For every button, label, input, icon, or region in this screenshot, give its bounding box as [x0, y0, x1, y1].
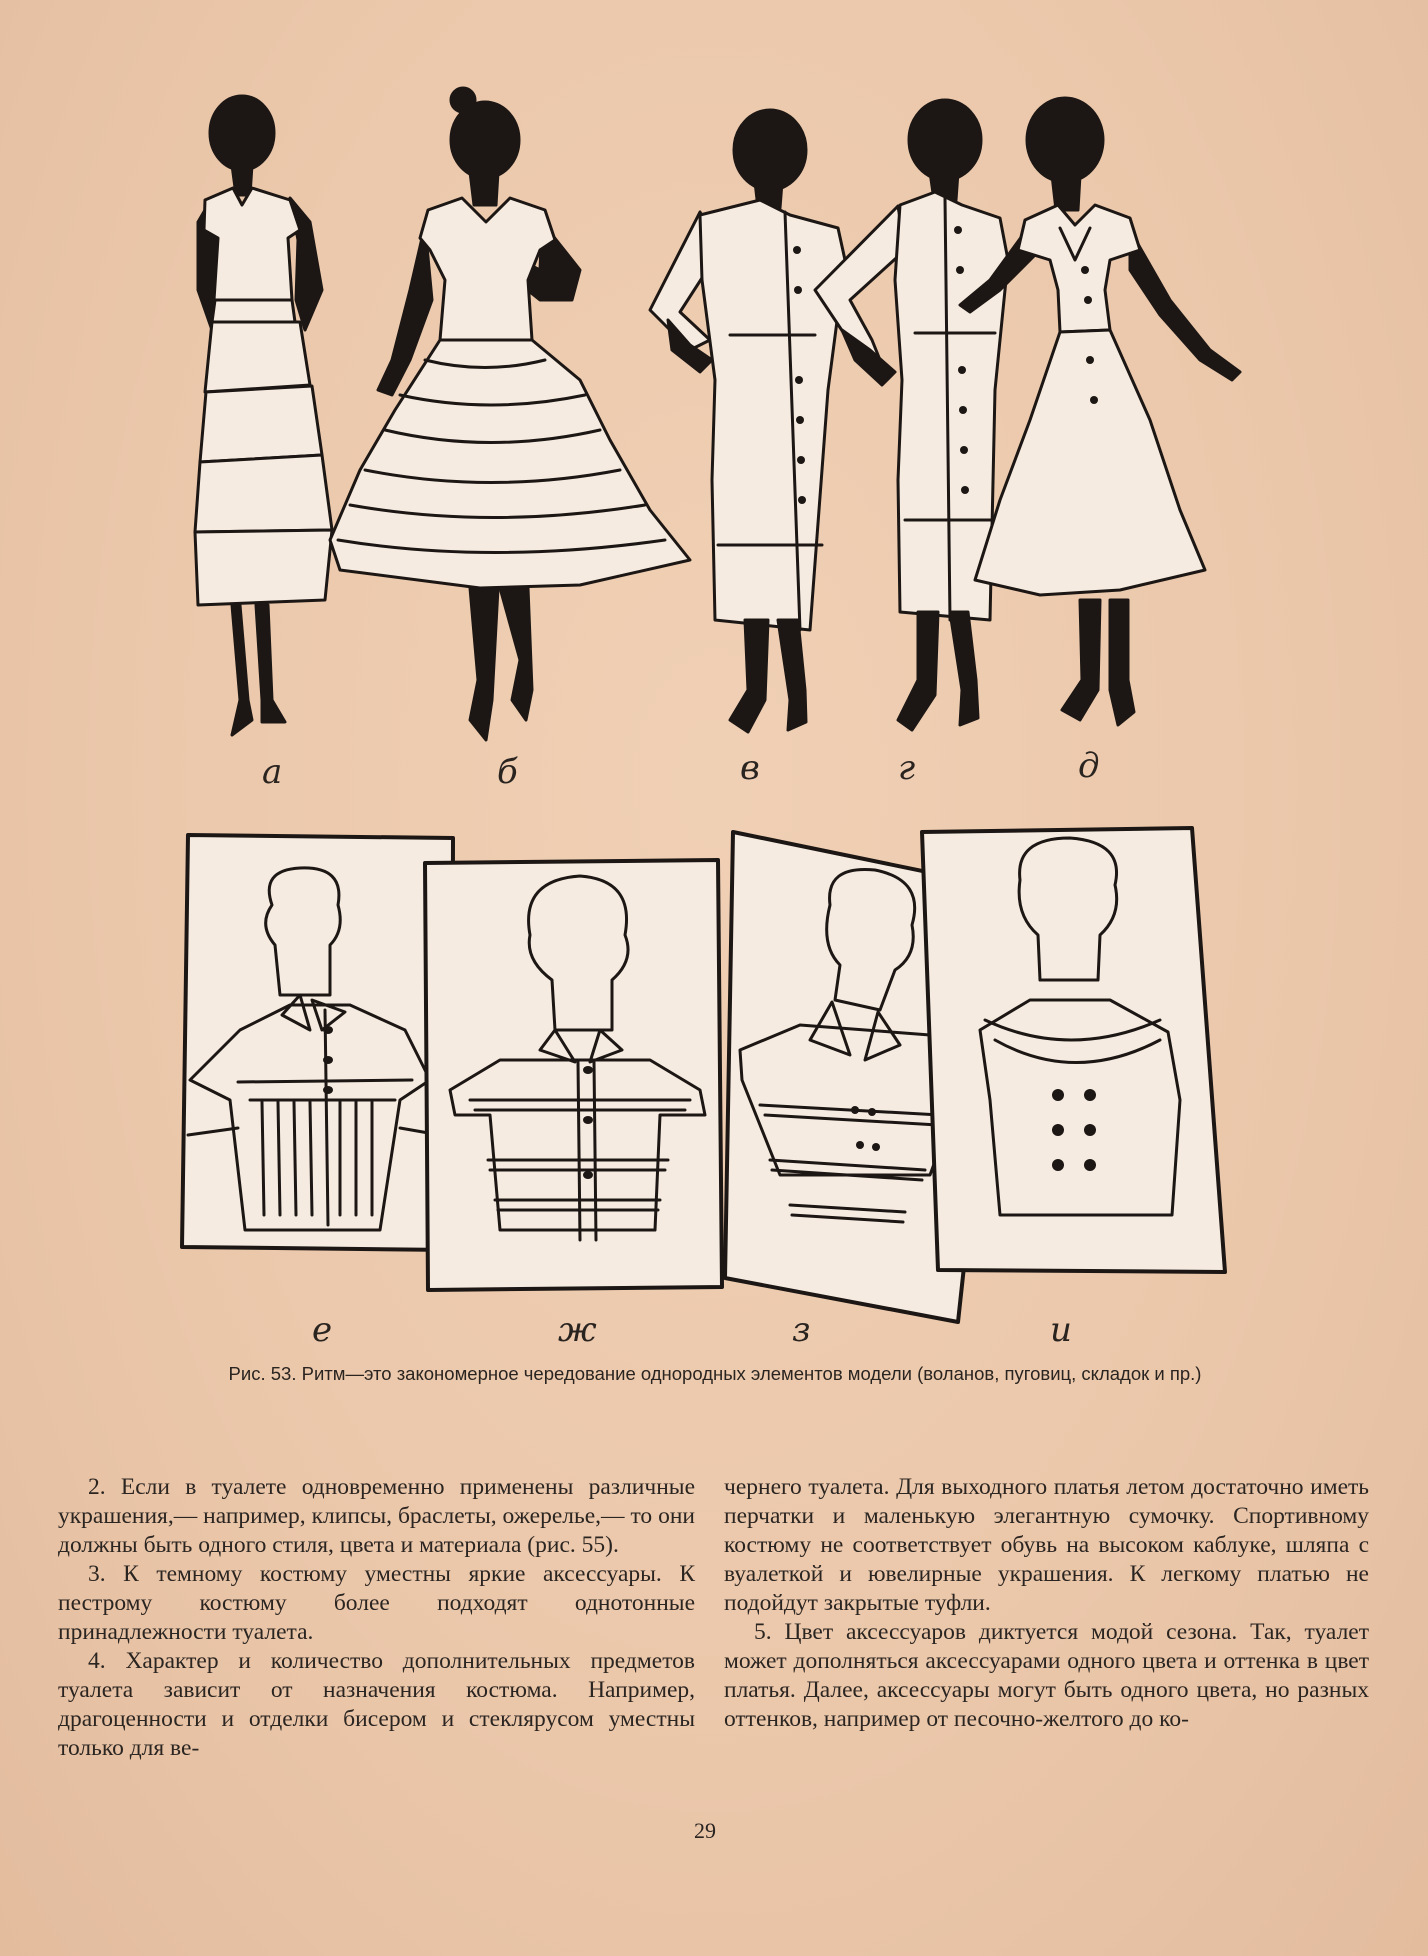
paragraph-5: 5. Цвет аксессуаров диктуется модой сезона. Так, туалет может дополняться аксессуарами одного цвета и оттенка в цвет платья. Далее, аксессуары могут быть одного цвета, но разных оттенков, например от песочно-желтого до ко-	[724, 1619, 1369, 1732]
paragraph-2: 2. Если в туалете одновременно применены различные украшения,— например, клипсы, браслеты, ожерелье,— то они должны быть одного стиля, цвета и материала (рис. 55).	[58, 1474, 695, 1558]
fashion-figure-a	[195, 96, 332, 735]
text-column-right	[724, 1473, 1369, 1734]
text-column-left	[58, 1473, 695, 1763]
figure-label-d: д	[1078, 746, 1100, 786]
fashion-figure-v	[650, 110, 845, 732]
figure-caption: Рис. 53. Ритм—это закономерное чередование однородных элементов модели (воланов, пуговиц, складок и пр.)	[228, 1363, 1202, 1384]
bodice-panel-e	[182, 835, 453, 1250]
figure-label-e: е	[312, 1310, 333, 1350]
bodice-panel-zh	[425, 860, 722, 1290]
fashion-figure-d	[960, 98, 1240, 725]
figure-label-z: з	[792, 1310, 811, 1350]
paragraph-4: 4. Характер и количество дополнительных предметов туалета зависит от назначения костюма. Например, драгоценности и отделки бисером и стеклярусом уместны только для ве-	[58, 1648, 695, 1761]
bodice-panel-i	[922, 828, 1225, 1272]
figure-label-b: б	[497, 752, 518, 792]
paragraph-4-continued: чернего туалета. Для выходного платья летом достаточно иметь перчатки и маленькую элегантную сумочку. Спортивному костюму не соответствует обувь на высоком каблуке, шляпа с вуалеткой и ювелирные украшения. К легкому платью не подойдут закрытые туфли.	[724, 1474, 1369, 1616]
figure-label-v: в	[740, 748, 760, 788]
figure-label-g: г	[898, 748, 916, 788]
figure-label-a: а	[262, 752, 283, 792]
paragraph-3: 3. К темному костюму уместны яркие аксессуары. К пестрому костюму более подходят однотонные принадлежности туалета.	[58, 1561, 695, 1645]
fashion-figure-b	[330, 88, 690, 740]
figure-label-i: и	[1050, 1310, 1072, 1350]
figure-label-zh: ж	[558, 1310, 597, 1350]
page-number: 29	[694, 1818, 716, 1843]
fashion-figure-g	[815, 100, 1008, 730]
